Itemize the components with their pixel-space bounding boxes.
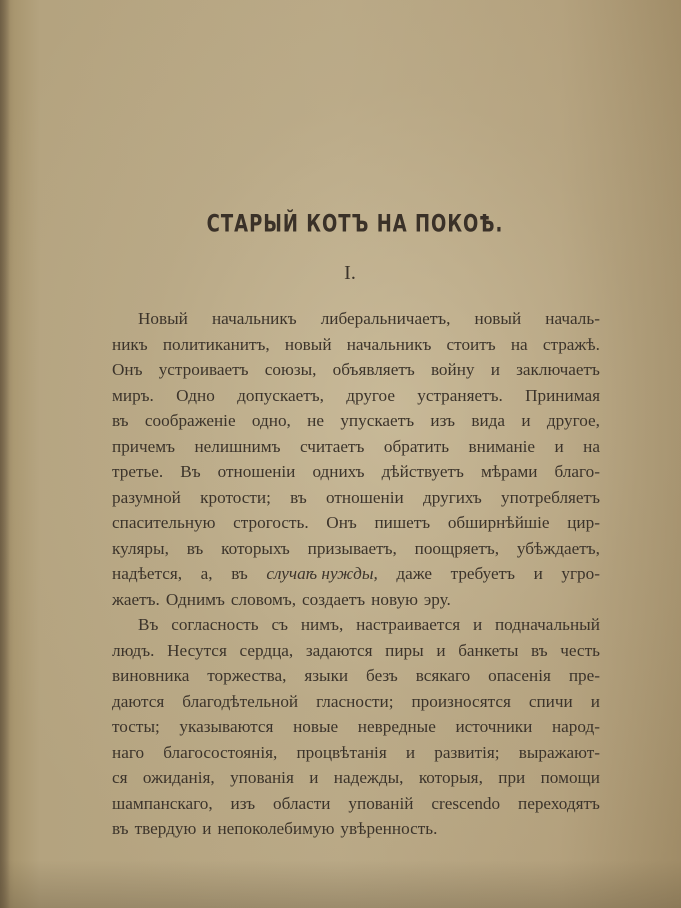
text-word: другое,: [546, 411, 600, 430]
text-word: и: [554, 436, 564, 456]
text-word: войну: [430, 360, 475, 379]
page-bottom-shadow: [0, 860, 681, 908]
text-word: цир-: [567, 513, 600, 532]
text-word: банкеты: [458, 640, 519, 660]
text-line: [112, 434, 600, 460]
text-word: создаетъ: [302, 589, 366, 609]
text-word: союзы,: [264, 360, 317, 379]
text-line: [112, 714, 600, 740]
chapter-title: СТАРЫЙ КОТЪ НА ПОКОѢ.: [206, 210, 504, 239]
text-word: всякаго: [415, 666, 471, 685]
text-word: и: [436, 640, 446, 660]
text-word: одно,: [251, 411, 291, 430]
text-word: источники: [455, 717, 533, 736]
text-word: шампанскаго,: [112, 793, 213, 813]
text-word: указываются: [179, 717, 274, 736]
text-word: новый: [284, 334, 332, 354]
text-word: либеральничаетъ,: [320, 309, 451, 328]
text-word: не: [307, 411, 324, 430]
text-word: настраивается: [356, 615, 461, 634]
text-word: новые: [293, 717, 339, 736]
text-word: дѣйствуетъ: [381, 462, 464, 481]
text-word: устраняетъ.: [417, 385, 503, 405]
text-word: гласности;: [316, 691, 394, 711]
text-word: Онъ: [112, 360, 143, 379]
text-word: другое: [346, 385, 395, 405]
text-word: причемъ: [112, 436, 176, 456]
text-word: которыя,: [418, 768, 483, 787]
text-word: въ: [112, 411, 129, 430]
section-number: I.: [344, 262, 356, 284]
text-word: увѣренность.: [340, 819, 438, 838]
text-word: торжества,: [207, 666, 287, 685]
text-word: Онъ: [326, 513, 357, 532]
text-line: [112, 459, 600, 485]
text-word: спичи: [528, 691, 573, 711]
text-word: при: [498, 768, 526, 787]
text-word: благодѣтельной: [182, 691, 299, 711]
text-word: обратить: [383, 436, 450, 456]
text-word: случаѣ нужды,: [266, 564, 378, 583]
text-word: надѣется,: [112, 564, 183, 583]
text-word: вида: [471, 411, 506, 430]
text-word: разумной: [112, 487, 181, 507]
text-word: безъ: [366, 666, 398, 685]
text-word: вниманіе: [468, 436, 536, 456]
text-word: обширнѣйшіе: [447, 513, 550, 532]
text-word: людъ.: [112, 640, 155, 660]
text-word: мѣрами: [480, 462, 538, 481]
text-word: другихъ: [422, 487, 482, 507]
text-word: согласность: [171, 615, 259, 634]
text-word: новый: [474, 309, 522, 328]
text-word: отношеніи: [326, 487, 404, 507]
text-word: строгость.: [233, 513, 309, 532]
text-word: изъ: [230, 793, 256, 813]
text-word: упованія: [230, 768, 294, 787]
text-word: честь: [560, 640, 600, 660]
text-word: подначальный: [494, 615, 600, 634]
text-word: области: [273, 793, 331, 813]
text-word: требуетъ: [450, 564, 516, 583]
text-word: въ: [231, 564, 248, 583]
text-word: процвѣтанія: [296, 742, 387, 762]
text-word: миръ.: [112, 385, 154, 405]
text-word: въ: [290, 487, 307, 507]
text-word: благо-: [554, 462, 600, 481]
text-word: нелишнимъ: [194, 436, 281, 456]
text-line: [112, 485, 600, 511]
text-word: стоитъ: [446, 334, 496, 354]
text-line: [112, 536, 600, 562]
text-word: пре-: [568, 666, 600, 685]
text-word: начальникъ: [211, 309, 297, 328]
text-word: никъ: [112, 334, 148, 354]
text-word: политиканитъ,: [162, 334, 270, 354]
text-line: [112, 306, 600, 332]
text-word: Въ: [180, 462, 201, 481]
text-word: которыхъ: [221, 538, 290, 558]
text-word: языки: [304, 666, 349, 685]
text-word: ся: [112, 768, 128, 787]
text-word: началь-: [545, 309, 600, 328]
text-word: Принимая: [525, 385, 600, 405]
text-word: Одно: [176, 385, 215, 405]
text-word: считаетъ: [299, 436, 365, 456]
text-word: поощряетъ,: [414, 538, 500, 558]
text-word: Въ: [138, 615, 159, 634]
text-word: спасительную: [112, 513, 216, 532]
text-word: угро-: [561, 564, 600, 583]
text-word: отношеніи: [217, 462, 296, 481]
text-word: стражѣ.: [542, 334, 600, 354]
text-word: виновника: [112, 666, 190, 685]
text-line: [112, 791, 600, 817]
text-word: задаются: [305, 640, 373, 660]
text-word: переходятъ: [518, 793, 600, 813]
text-word: упускаетъ: [340, 411, 415, 430]
text-word: даже: [396, 564, 433, 583]
text-word: новую: [371, 589, 418, 609]
text-line: [112, 510, 600, 536]
text-word: благосостоянія,: [163, 742, 278, 762]
text-word: начальникъ: [346, 334, 432, 354]
text-word: опасенія: [488, 666, 551, 685]
text-word: ожиданія,: [142, 768, 215, 787]
text-word: кротости;: [200, 487, 271, 507]
text-word: твердую: [134, 819, 197, 838]
text-word: Новый: [138, 309, 188, 328]
text-word: однихъ: [312, 462, 365, 481]
body-text: [112, 306, 600, 842]
text-word: эру.: [423, 589, 451, 609]
text-word: даются: [112, 691, 165, 711]
text-word: соображеніе: [144, 411, 236, 430]
text-word: на: [510, 334, 528, 354]
page-binding-edge: [0, 0, 10, 908]
text-word: невредные: [357, 717, 436, 736]
text-word: пиры: [385, 640, 424, 660]
text-line: [112, 638, 600, 664]
text-word: сердца,: [239, 640, 294, 660]
text-word: пишетъ: [374, 513, 431, 532]
text-word: а,: [200, 564, 213, 583]
text-word: Несутся: [167, 640, 227, 660]
text-line: [112, 765, 600, 791]
text-word: употребляетъ: [501, 487, 600, 507]
text-word: третье.: [112, 462, 164, 481]
text-line: [112, 663, 600, 689]
text-line: [112, 383, 600, 409]
text-word: произносятся: [411, 691, 511, 711]
text-word: устроиваетъ: [158, 360, 249, 379]
text-word: и: [405, 742, 416, 762]
text-word: словомъ,: [230, 589, 297, 609]
text-word: куляры,: [112, 538, 169, 558]
text-word: и: [521, 411, 531, 430]
text-word: жаетъ.: [112, 589, 160, 609]
text-word: Однимъ: [165, 589, 225, 609]
text-word: непоколебимую: [217, 819, 335, 838]
text-line: [112, 561, 600, 587]
text-word: и: [472, 615, 483, 634]
text-word: нимъ,: [300, 615, 344, 634]
text-word: съ: [271, 615, 288, 634]
text-word: наго: [112, 742, 145, 762]
text-word: и: [202, 819, 212, 838]
text-word: въ: [531, 640, 548, 660]
text-word: и: [590, 691, 600, 711]
text-word: въ: [112, 819, 129, 838]
text-word: въ: [186, 538, 204, 558]
text-line: [112, 587, 600, 613]
text-line: [112, 408, 600, 434]
text-word: заключаетъ: [516, 360, 600, 379]
text-line: [112, 689, 600, 715]
text-line: [112, 332, 600, 358]
text-word: изъ: [430, 411, 456, 430]
text-line: [112, 816, 600, 842]
text-word: на: [583, 436, 600, 456]
text-word: надежды,: [333, 768, 404, 787]
text-word: crescendo: [431, 793, 501, 813]
text-word: помощи: [540, 768, 600, 787]
text-word: и: [533, 564, 543, 583]
text-word: призываетъ,: [307, 538, 397, 558]
text-line: [112, 740, 600, 766]
text-word: выражают-: [518, 742, 600, 762]
text-word: народ-: [551, 717, 600, 736]
text-word: и: [490, 360, 500, 379]
text-word: тосты;: [112, 717, 160, 736]
text-word: убѣждаетъ,: [516, 538, 600, 558]
text-line: [112, 357, 600, 383]
text-word: допускаетъ,: [237, 385, 324, 405]
text-word: объявляетъ: [332, 360, 415, 379]
text-word: развитія;: [434, 742, 500, 762]
text-word: и: [309, 768, 319, 787]
text-word: упованій: [348, 793, 414, 813]
text-line: [112, 612, 600, 638]
